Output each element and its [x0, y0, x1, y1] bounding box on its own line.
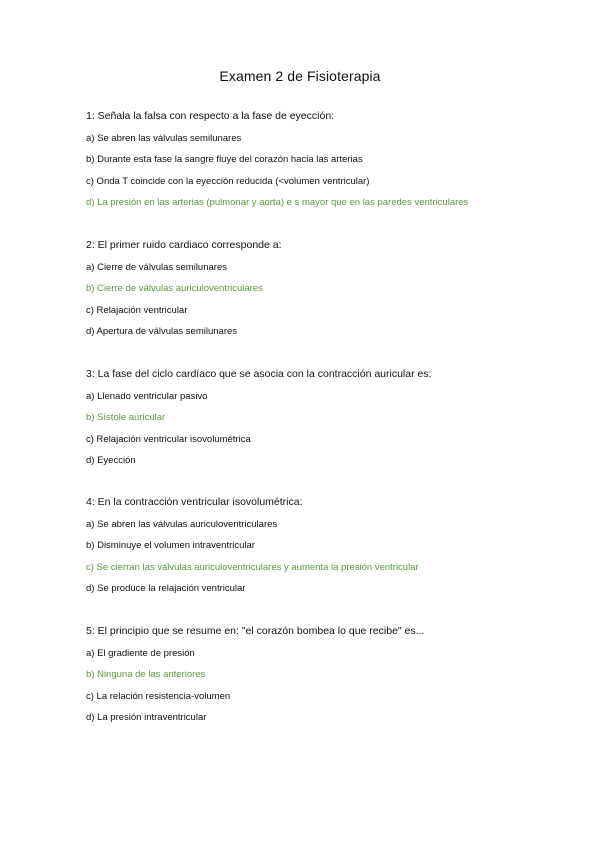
answer-option: b) Disminuye el volumen intraventricular — [86, 540, 255, 551]
answer-option: d) La presión intraventricular — [86, 712, 207, 723]
answer-option: c) Onda T coincide con la eyección reducida (<volumen ventricular) — [86, 175, 370, 187]
answer-option: a) El gradiente de presión — [86, 647, 195, 659]
correct-answer-option: b) Sístole auricular — [86, 412, 166, 423]
question-text: 1: Señala la falsa con respecto a la fase de eyección: — [86, 110, 335, 122]
answer-option: d) Se produce la relajación ventricular — [86, 583, 246, 594]
correct-answer-option: d) La presión en las arterias (pulmonar y aorta) e s mayor que en las paredes ventriculares — [86, 197, 469, 208]
answer-option: d) Apertura de válvulas semilunares — [86, 326, 238, 337]
answer-option: a) Se abren las válvulas semilunares — [86, 132, 242, 144]
answer-option: c) Relajación ventricular isovolumétrica — [86, 433, 251, 445]
answer-option: c) Relajación ventricular — [86, 304, 188, 316]
answer-option: a) Cierre de válvulas semilunares — [86, 261, 227, 273]
question-text: 3: La fase del ciclo cardíaco que se asocia con la contracción auricular es: — [86, 368, 432, 380]
correct-answer-option: b) Cierre de válvulas auriculoventriculares — [86, 283, 263, 294]
answer-option: a) Llenado ventricular pasivo — [86, 390, 208, 402]
question-block — [86, 110, 526, 218]
question-block — [86, 496, 526, 604]
answer-option: d) Eyección — [86, 455, 136, 466]
exam-title: Examen 2 de Fisioterapia — [219, 68, 381, 84]
question-text: 5: El principio que se resume en: "el corazón bombea lo que recibe" es... — [86, 625, 425, 637]
question-block — [86, 625, 526, 733]
answer-option: a) Se abren las válvulas auriculoventriculares — [86, 518, 278, 530]
question-text: 4: En la contracción ventricular isovolumétrica: — [86, 496, 303, 508]
question-block — [86, 368, 526, 476]
answer-option: b) Durante esta fase la sangre fluye del corazón hacia las arterias — [86, 154, 363, 165]
question-block — [86, 239, 526, 347]
question-text: 2: El primer ruido cardiaco corresponde a: — [86, 239, 282, 251]
correct-answer-option: c) Se cierran las válvulas auriculoventriculares y aumenta la presión ventricular — [86, 561, 419, 573]
correct-answer-option: b) Ninguna de las anteriores — [86, 669, 206, 680]
answer-option: c) La relación resistencia-volumen — [86, 690, 231, 702]
